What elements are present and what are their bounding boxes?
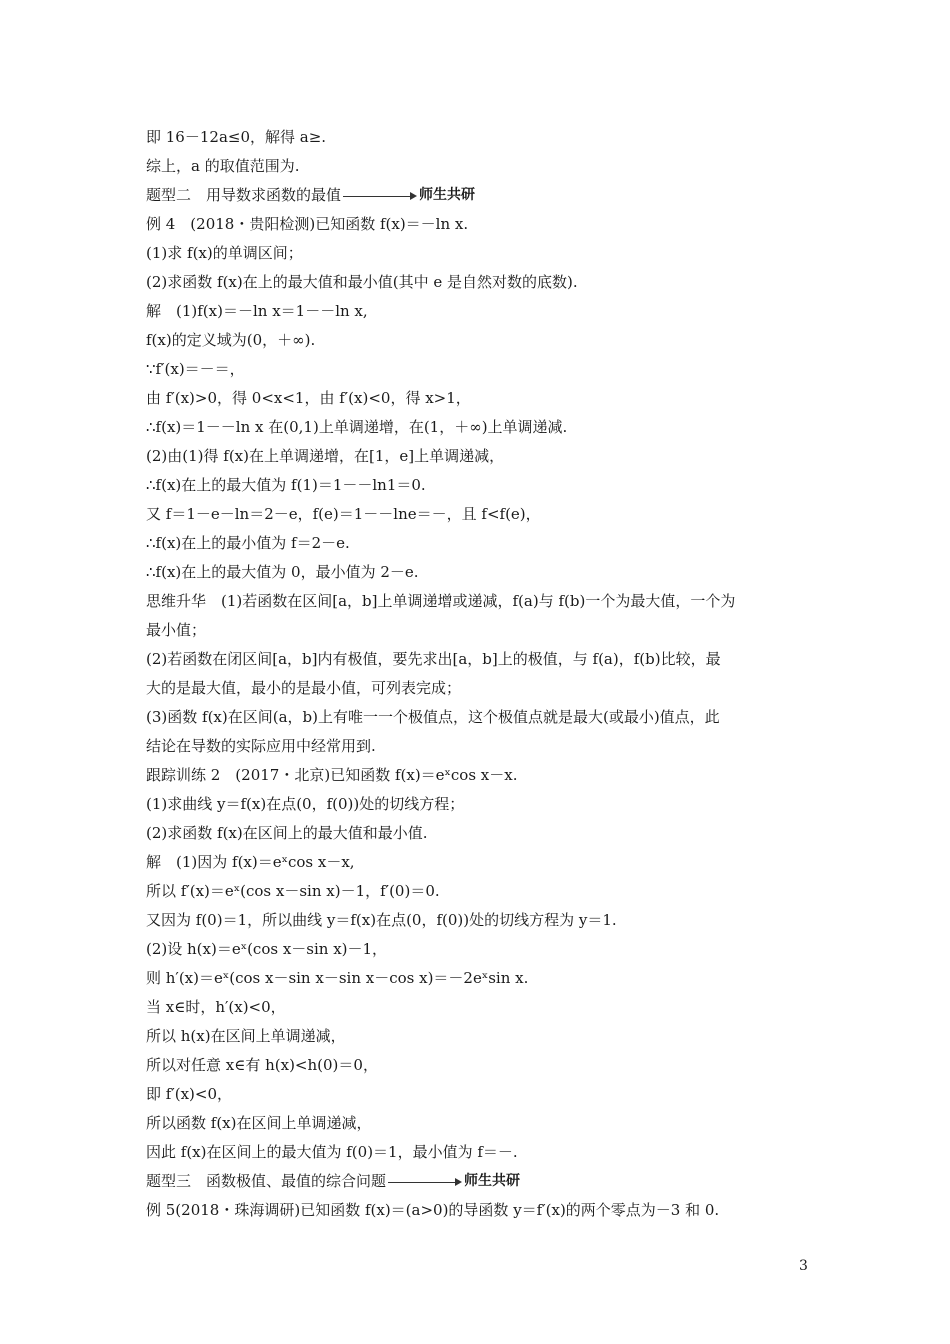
page-number: 3 bbox=[799, 1258, 808, 1274]
text-line: (3)函数 f(x)在区间(a，b)上有唯一一个极值点，这个极值点就是最大(或最小)值点，此 bbox=[146, 708, 720, 726]
text-line: 综上，a 的取值范围为. bbox=[146, 157, 300, 175]
text-line: 例 4 (2018・贵阳检测)已知函数 f(x)＝－ln x. bbox=[146, 215, 469, 233]
arrow-right-icon bbox=[343, 191, 417, 201]
section-heading-type2 bbox=[146, 181, 810, 210]
text-line: 例 5(2018・珠海调研)已知函数 f(x)＝(a>0)的导函数 y＝f′(x)的两个零点为－3 和 0. bbox=[146, 1201, 720, 1219]
text-line: 即 f′(x)<0， bbox=[146, 1085, 233, 1103]
text-line: 所以对任意 x∈有 h(x)<h(0)＝0， bbox=[146, 1056, 378, 1074]
text-line: 由 f′(x)>0，得 0<x<1，由 f′(x)<0，得 x>1， bbox=[146, 389, 471, 407]
text-line: 所以函数 f(x)在区间上单调递减， bbox=[146, 1114, 372, 1132]
text-line: f(x)的定义域为(0，＋∞). bbox=[146, 331, 316, 349]
arrow-right-icon bbox=[388, 1177, 462, 1187]
text-line: 即 16－12a≤0，解得 a≥. bbox=[146, 128, 327, 146]
text-line: 因此 f(x)在区间上的最大值为 f(0)＝1，最小值为 f＝－. bbox=[146, 1143, 518, 1161]
text-line: 所以 h(x)在区间上单调递减， bbox=[146, 1027, 346, 1045]
text-line: 跟踪训练 2 (2017・北京)已知函数 f(x)＝eˣcos x－x. bbox=[146, 766, 518, 784]
text-line: (2)由(1)得 f(x)在上单调递增，在[1，e]上单调递减， bbox=[146, 447, 505, 465]
section-heading-text: 题型二 用导数求函数的最值 bbox=[146, 186, 342, 204]
text-line: 大的是最大值，最小的是最小值，可列表完成； bbox=[146, 679, 462, 697]
text-line: (2)求函数 f(x)在上的最大值和最小值(其中 e 是自然对数的底数). bbox=[146, 273, 578, 291]
section-heading-text: 题型三 函数极值、最值的综合问题 bbox=[146, 1172, 387, 1190]
text-line: ∴f(x)在上的最大值为 f(1)＝1－－ln1＝0. bbox=[146, 476, 426, 494]
text-line: ∴f(x)在上的最大值为 0，最小值为 2－e. bbox=[146, 563, 419, 581]
text-line: 则 h′(x)＝eˣ(cos x－sin x－sin x－cos x)＝－2eˣsin x. bbox=[146, 969, 529, 987]
text-line: ∵f′(x)＝－＝， bbox=[146, 360, 245, 378]
text-line: ∴f(x)＝1－－ln x 在(0,1)上单调递增，在(1，＋∞)上单调递减. bbox=[146, 418, 568, 436]
text-line: 思维升华 (1)若函数在区间[a，b]上单调递增或递减，f(a)与 f(b)一个为最大值，一个为 bbox=[146, 592, 736, 610]
text-line: 结论在导数的实际应用中经常用到. bbox=[146, 737, 376, 755]
text-line: 又 f＝1－e－ln＝2－e，f(e)＝1－－lne＝－，且 f<f(e)， bbox=[146, 505, 541, 523]
section-tag: 师生共研 bbox=[419, 187, 476, 203]
text-line: (1)求曲线 y＝f(x)在点(0，f(0))处的切线方程； bbox=[146, 795, 465, 813]
text-line: (2)设 h(x)＝eˣ(cos x－sin x)－1， bbox=[146, 940, 388, 958]
text-line: (2)求函数 f(x)在区间上的最大值和最小值. bbox=[146, 824, 428, 842]
section-tag: 师生共研 bbox=[464, 1173, 521, 1189]
text-line: 最小值； bbox=[146, 621, 207, 639]
page-content bbox=[146, 123, 810, 1225]
text-line: (1)求 f(x)的单调区间； bbox=[146, 244, 303, 262]
text-line: (2)若函数在闭区间[a，b]内有极值，要先求出[a，b]上的极值，与 f(a)，f(b)比较，最 bbox=[146, 650, 721, 668]
text-line: ∴f(x)在上的最小值为 f＝2－e. bbox=[146, 534, 350, 552]
text-line: 当 x∈时，h′(x)<0， bbox=[146, 998, 286, 1016]
text-line: 所以 f′(x)＝eˣ(cos x－sin x)－1，f′(0)＝0. bbox=[146, 882, 440, 900]
text-line: 解 (1)f(x)＝－ln x＝1－－ln x, bbox=[146, 302, 368, 320]
text-line: 解 (1)因为 f(x)＝eˣcos x－x, bbox=[146, 853, 355, 871]
text-line: 又因为 f(0)＝1，所以曲线 y＝f(x)在点(0，f(0))处的切线方程为 y＝1. bbox=[146, 911, 617, 929]
section-heading-type3 bbox=[146, 1167, 810, 1196]
